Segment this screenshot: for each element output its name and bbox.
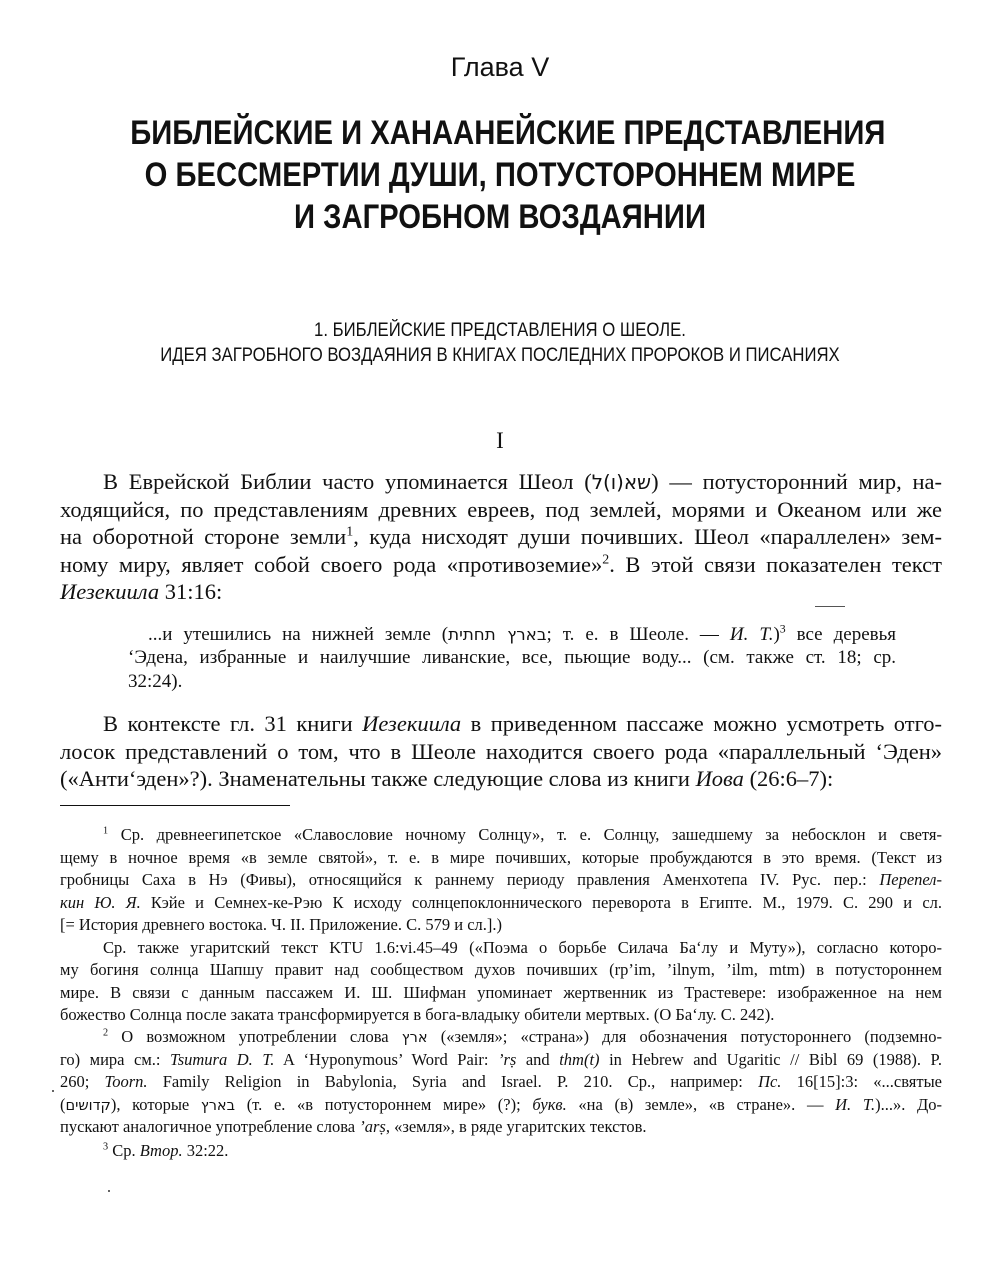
footnote-ref[interactable]: 3 xyxy=(779,622,786,636)
text-line: («Анти‘эден»?). Знаменательны также следующие слова из книги Иова (26:6–7): xyxy=(60,766,834,791)
text-line: В Еврейской Библии часто упоминается Шеол (שא(ו)ל) — потусторонний мир, на- xyxy=(103,469,942,494)
footnote-line: [= История древнего востока. Ч. II. Приложение. С. 579 и сл.].) xyxy=(60,915,502,934)
footnote-ref[interactable]: 2 xyxy=(602,552,610,567)
footnote-line: $^1$ Ср. древнеегипетское «Славословие ночному Солнцу», т. е. Солнцу, зашедшему за небосклон и светя- xyxy=(103,825,942,844)
text-line: на оборотной стороне земли$^1$, куда нисходят души почивших. Шеол «параллелен» зем- xyxy=(60,524,942,549)
chapter-heading: Глава V xyxy=(450,52,550,82)
footnote-number: 1 xyxy=(103,825,109,837)
section-heading xyxy=(113,318,887,368)
footnote-line: щему в ночное время «в земле святой», т. е. в мире почивших, которые пробуждаются в это время. (Текст из xyxy=(60,847,942,867)
text-line: лосок представлений о том, что в Шеоле находится своего рода «параллельный ‘Эден» xyxy=(60,738,942,764)
hebrew-word: קדושים xyxy=(65,1097,111,1114)
text-line: ному миру, являет собой своего рода «противоземие»$^2$. В этой связи показателен текст xyxy=(60,551,942,577)
text-line: В контексте гл. 31 книги Иезекиила в приведенном пассаже можно усмотреть отго- xyxy=(103,711,942,736)
quote-line: ‘Эдена, избранные и наилучшие ливанские, все, пьющие воду... (см. также ст. 18; ср. xyxy=(128,647,896,668)
hebrew-word: ארץ xyxy=(401,1030,428,1046)
section-line: 1. БИБЛЕЙСКИЕ ПРЕДСТАВЛЕНИЯ О ШЕОЛЕ. xyxy=(314,320,686,341)
block-quote xyxy=(128,622,896,694)
footnote-line: Ср. также угаритский текст KTU 1.6:vi.45–49 («Поэма о борьбе Силача Ба‘лу и Муту»), согласно которо- xyxy=(103,937,942,957)
paragraph-1 xyxy=(60,468,942,606)
subsection-numeral: I xyxy=(496,428,504,453)
footnote-separator xyxy=(60,805,290,806)
footnote-number: 2 xyxy=(103,1027,109,1039)
quote-line: 32:24). xyxy=(128,671,183,692)
footnote-line: му богиня солнца Шапшу правит над сообществом духов почивших (rp’im, ’ilnym, ’ilm, mtm) в потустороннем xyxy=(60,960,942,979)
chapter-title xyxy=(130,112,886,238)
title-line: БИБЛЕЙСКИЕ И ХАНААНЕЙСКИЕ ПРЕДСТАВЛЕНИЯ xyxy=(130,114,886,152)
footnote-line: гробницы Саха в Нэ (Фивы), относящийся к раннему периоду правления Аменхотепа IV. Рус. пер.: Перепел- xyxy=(60,870,942,889)
scan-speck xyxy=(108,1190,110,1192)
footnote-1 xyxy=(60,824,942,1027)
footnote-ref[interactable]: 1 xyxy=(346,524,354,540)
footnote-line: божество Солнца после заката трансформируется в бога-владыку обители мертвых. (О Ба‘лу. С. 242). xyxy=(60,1005,775,1024)
footnote-3 xyxy=(60,1140,942,1163)
section-line: ИДЕЯ ЗАГРОБНОГО ВОЗДАЯНИЯ В КНИГАХ ПОСЛЕДНИХ ПРОРОКОВ И ПИСАНИЯХ xyxy=(160,345,840,366)
stray-mark xyxy=(815,606,845,607)
footnote-line: пускают аналогичное употребление слова ’arṣ, «земля», в ряде угаритских текстов. xyxy=(60,1117,647,1136)
footnote-line: $^2$ О возможном употреблении слова ארץ («земля»; «страна») для обозначения потустороннего (подземно- xyxy=(103,1027,942,1046)
footnote-2 xyxy=(60,1026,942,1139)
footnote-line: мире. В связи с данным пассажем И. Ш. Шифман упоминает жертвенник из Трастевере: изображенное на нем xyxy=(60,982,942,1002)
paragraph-2 xyxy=(60,710,942,793)
scan-speck xyxy=(52,1090,54,1092)
text-line: Иезекиила 31:16: xyxy=(60,579,223,604)
footnote-line: го) мира см.: Tsumura D. T. A ‘Hyponymous’ Word Pair: ’rṣ and thm(t) in Hebrew and Ugaritic // Bibl 69 (1988). P. xyxy=(60,1049,942,1069)
footnote-line: кин Ю. Я. Кэйе и Семнех-ке-Рэю К исходу солнцепоклоннического переворота в Египте. М., 1979. С. 290 и сл. xyxy=(60,892,942,912)
hebrew-phrase: בארץ תחתית xyxy=(448,624,547,644)
hebrew-word: שא(ו)ל xyxy=(591,471,652,494)
footnote-number: 3 xyxy=(103,1141,109,1153)
title-line: И ЗАГРОБНОМ ВОЗДАЯНИИ xyxy=(294,198,706,236)
hebrew-word: בארץ xyxy=(200,1097,236,1114)
footnote-line: 260; Toorn. Family Religion in Babylonia, Syria and Israel. P. 210. Ср., например: Пс. 16[15]:3: «...святые xyxy=(60,1072,942,1091)
footnote-line: (קדושים), которые בארץ (т. е. «в потустороннем мире» (?); букв. «на (в) земле», «в стране». — И. Т.)...». До- xyxy=(60,1094,942,1114)
footnote-line: $^3$ Ср. Втор. 32:22. xyxy=(103,1141,229,1160)
quote-line: ...и утешились на нижней земле (בארץ תחתית; т. е. в Шеоле. — И. Т.)$^3$ все деревья xyxy=(148,622,896,645)
text-line: ходящийся, по представлениям древних евреев, под землей, морями и Океаном или же xyxy=(60,496,942,522)
title-line: О БЕССМЕРТИИ ДУШИ, ПОТУСТОРОННЕМ МИРЕ xyxy=(144,156,856,194)
